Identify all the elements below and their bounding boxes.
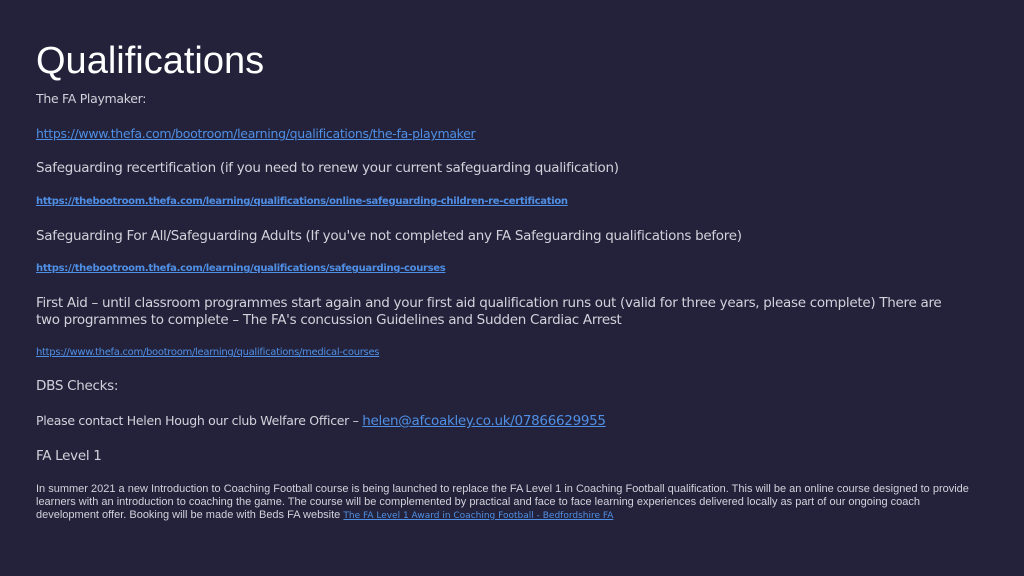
- first-aid-text: First Aid – until classroom programmes start again and your first aid qualification runs out (valid for three years, please complete) There are two programmes to complete – The FA's concussion Guidelines and Sudden Cardiac Arrest: [36, 295, 942, 328]
- playmaker-heading: The FA Playmaker:: [36, 91, 147, 106]
- dbs-heading: DBS Checks:: [36, 378, 119, 394]
- safeguarding-link[interactable]: https://thebootroom.thefa.com/learning/qualifications/safeguarding-courses: [36, 263, 446, 274]
- page-title: Qualifications: [36, 40, 265, 82]
- fa-level1-paragraph: [36, 483, 986, 522]
- dbs-contact-text: Please contact Helen Hough our club Welfare Officer –: [36, 413, 363, 428]
- recertification-heading: Safeguarding recertification (if you need to renew your current safeguarding qualification): [36, 160, 619, 176]
- dbs-contact-line: [36, 413, 606, 429]
- safeguarding-heading: Safeguarding For All/Safeguarding Adults (If you've not completed any FA Safeguarding qualifications before): [36, 228, 742, 244]
- fa-level1-heading: FA Level 1: [36, 448, 102, 464]
- beds-fa-link[interactable]: The FA Level 1 Award in Coaching Football - Bedfordshire FA: [343, 510, 614, 521]
- medical-courses-link[interactable]: https://www.thefa.com/bootroom/learning/qualifications/medical-courses: [36, 347, 380, 358]
- playmaker-link[interactable]: https://www.thefa.com/bootroom/learning/qualifications/the-fa-playmaker: [36, 126, 476, 141]
- recertification-link[interactable]: https://thebootroom.thefa.com/learning/qualifications/online-safeguarding-children-re-certification: [36, 196, 568, 207]
- fa-level1-paragraph-text: In summer 2021 a new Introduction to Coaching Football course is being launched to replace the FA Level 1 in Coaching Football qualification. This will be an online course designed to provide learners with an introduction to coaching the game. The course will be complemented by practical and face to face learning experiences delivered locally as part of our ongoing coach development offer. Booking will be made with Beds FA website: [36, 483, 969, 521]
- welfare-officer-contact-link[interactable]: helen@afcoakley.co.uk/07866629955: [362, 413, 606, 429]
